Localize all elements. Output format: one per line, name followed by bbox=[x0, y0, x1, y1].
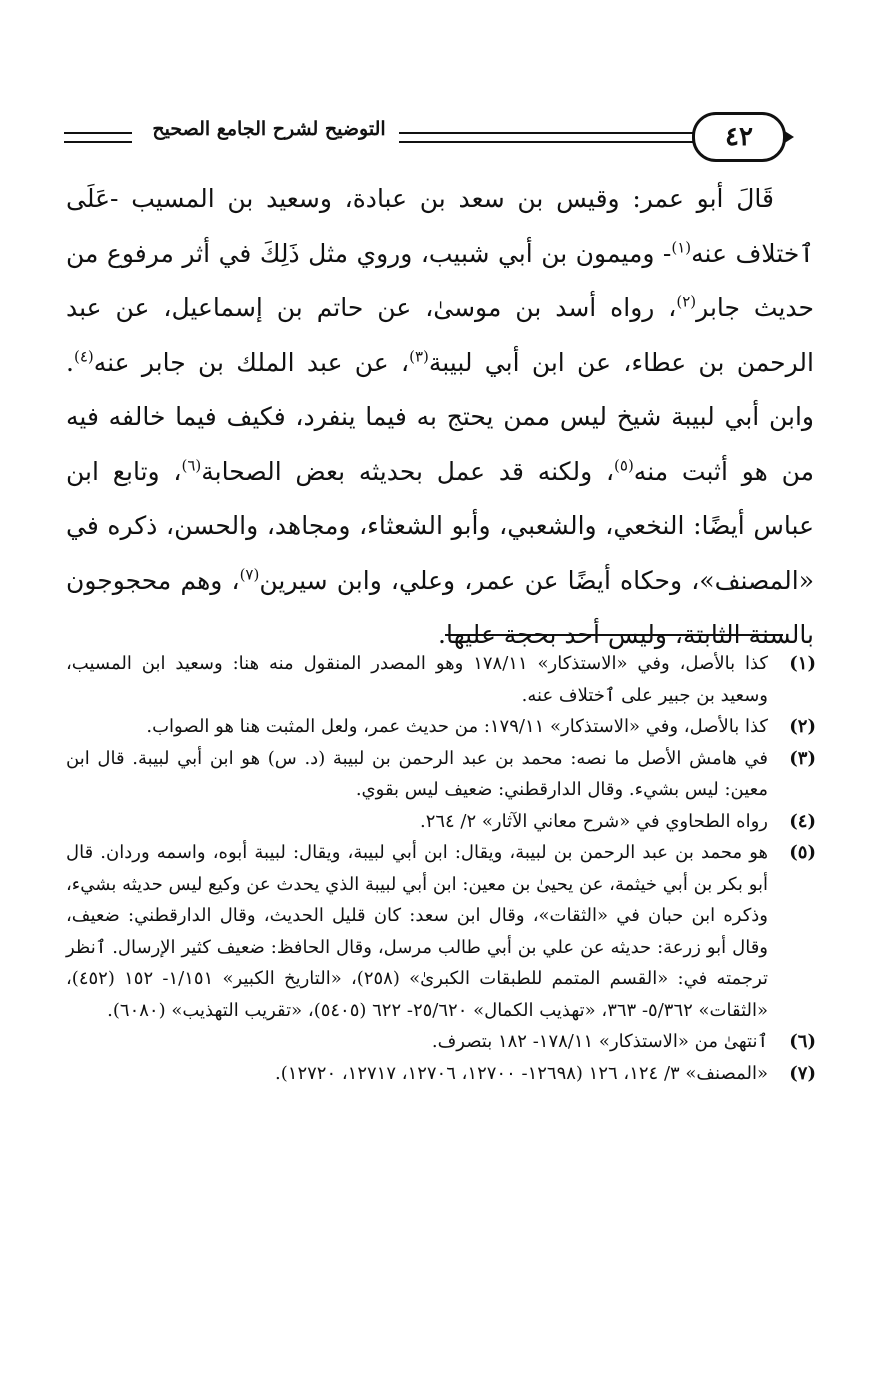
footnote-marker-7[interactable]: (٧) bbox=[239, 565, 260, 584]
footnote-marker-1[interactable]: (١) bbox=[671, 238, 692, 257]
main-paragraph: قَالَ أبو عمر: وقيس بن سعد بن عبادة، وسعيد بن المسيب -عَلَى ٱختلاف عنه$^{(١)}$- وميمون بن أبي شبيب، وروي مثل ذَلِكَ في أثر مرفوع من حديث جابر$^{(٢)}$، رواه أسد بن موسىٰ، عن حاتم بن إسماعيل، عن عبد الرحمن بن عطاء، عن ابن أبي لبيبة$^{(٣)}$، عن عبد الملك بن جابر عنه$^{(٤)}$. وابن أبي لبيبة شيخ ليس ممن يحتج به فيما ينفرد، فكيف فيما خالفه فيه من هو أثبت منه$^{(٥)}$، ولكنه قد عمل بحديثه بعض الصحابة$^{(٦)}$، وتابع ابن عباس أيضًا: النخعي، والشعبي، وأبو الشعثاء، ومجاهد، والحسن، ذكره في «المصنف»، وحكاه أيضًا عن عمر، وعلي، وابن سيرين$^{(٧)}$، وهم محجوجون بالسنة الثابتة، وليس أحد بحجة عليها. bbox=[66, 184, 815, 649]
footnote-text: كذا بالأصل، وفي «الاستذكار» ١٧٨/١١ وهو المصدر المنقول منه هنا: وسعيد ابن المسيب، وسعيد بن جبير على ٱختلاف عنه. bbox=[66, 653, 768, 706]
footnote-3 bbox=[66, 743, 816, 806]
footnote-number: (٤) bbox=[789, 810, 816, 832]
footnote-number: (١) bbox=[789, 653, 816, 674]
footnote-marker-3[interactable]: (٣) bbox=[409, 347, 429, 366]
main-text bbox=[66, 172, 814, 663]
footnote-5 bbox=[66, 837, 816, 1026]
footnote-number: (٣) bbox=[789, 747, 816, 769]
footnote-number: (٢) bbox=[789, 716, 816, 737]
footnote-divider bbox=[445, 634, 783, 636]
footnote-6 bbox=[66, 1026, 816, 1058]
footnote-1 bbox=[66, 648, 816, 711]
footnote-text: ٱنتهىٰ من «الاستذكار» ١٧٨/١١- ١٨٢ بتصرف. bbox=[431, 1031, 768, 1052]
footnote-2 bbox=[66, 711, 816, 743]
footnote-text: «المصنف» ٣/ ١٢٤، ١٢٦ (١٢٦٩٨- ١٢٧٠٠، ١٢٧٠٦، ١٢٧١٧، ١٢٧٢٠). bbox=[275, 1062, 768, 1084]
footnote-marker-2[interactable]: (٢) bbox=[676, 292, 697, 311]
footnote-text: في هامش الأصل ما نصه: محمد بن عبد الرحمن بن لبيبة (د. س) هو ابن أبي لبيبة. قال ابن معين: ليس بشيء. وقال الدارقطني: ضعيف ليس بقوي. bbox=[66, 747, 768, 800]
page-number: ٤٢ bbox=[692, 112, 786, 162]
header-rule-left bbox=[64, 132, 132, 143]
footnote-4 bbox=[66, 806, 816, 838]
footnote-marker-6[interactable]: (٦) bbox=[181, 456, 202, 475]
footnote-number: (٧) bbox=[789, 1062, 816, 1084]
footnote-number: (٦) bbox=[789, 1031, 816, 1052]
running-header bbox=[64, 110, 794, 162]
header-rule-middle bbox=[399, 132, 719, 143]
footnote-marker-5[interactable]: (٥) bbox=[614, 456, 634, 475]
footnote-number: (٥) bbox=[789, 842, 816, 863]
footnote-text: هو محمد بن عبد الرحمن بن لبيبة، ويقال: ابن أبي لبيبة، ويقال: لبيبة أبوه، واسمه وردان. قال أبو بكر بن أبي خيثمة، عن يحيىٰ بن معين: ابن أبي لبيبة الذي يحدث عن وكيع ليس حديثه بشيء، وذكره ابن حبان في «الثقات»، وقال ابن سعد: كان قليل الحديث، وقال الدارقطني: ضعيف، وقال أبو زرعة: حديثه عن علي بن أبي طالب مرسل، وقال الحافظ: ضعيف كثير الإرسال. ٱنظر ترجمته في: «القسم المتمم للطبقات الكبرىٰ» (٢٥٨)، «التاريخ الكبير» ١/١٥١- ١٥٢ (٤٥٢)، «الثقات» ٥/٣٦٢- ٣٦٣، «تهذيب الكمال» ٢٥/٦٢٠- ٦٢٢ (٥٤٠٥)، «تقريب التهذيب» (٦٠٨٠). bbox=[66, 842, 769, 1021]
footnote-marker-4[interactable]: (٤) bbox=[73, 347, 94, 366]
footnotes bbox=[66, 648, 816, 1089]
footnote-text: كذا بالأصل، وفي «الاستذكار» ١٧٩/١١: من حديث عمر، ولعل المثبت هنا هو الصواب. bbox=[146, 716, 768, 737]
footnote-text: رواه الطحاوي في «شرح معاني الآثار» ٢/ ٢٦٤. bbox=[419, 810, 768, 832]
book-title: التوضيح لشرح الجامع الصحيح bbox=[152, 118, 386, 140]
footnote-7 bbox=[66, 1058, 816, 1090]
